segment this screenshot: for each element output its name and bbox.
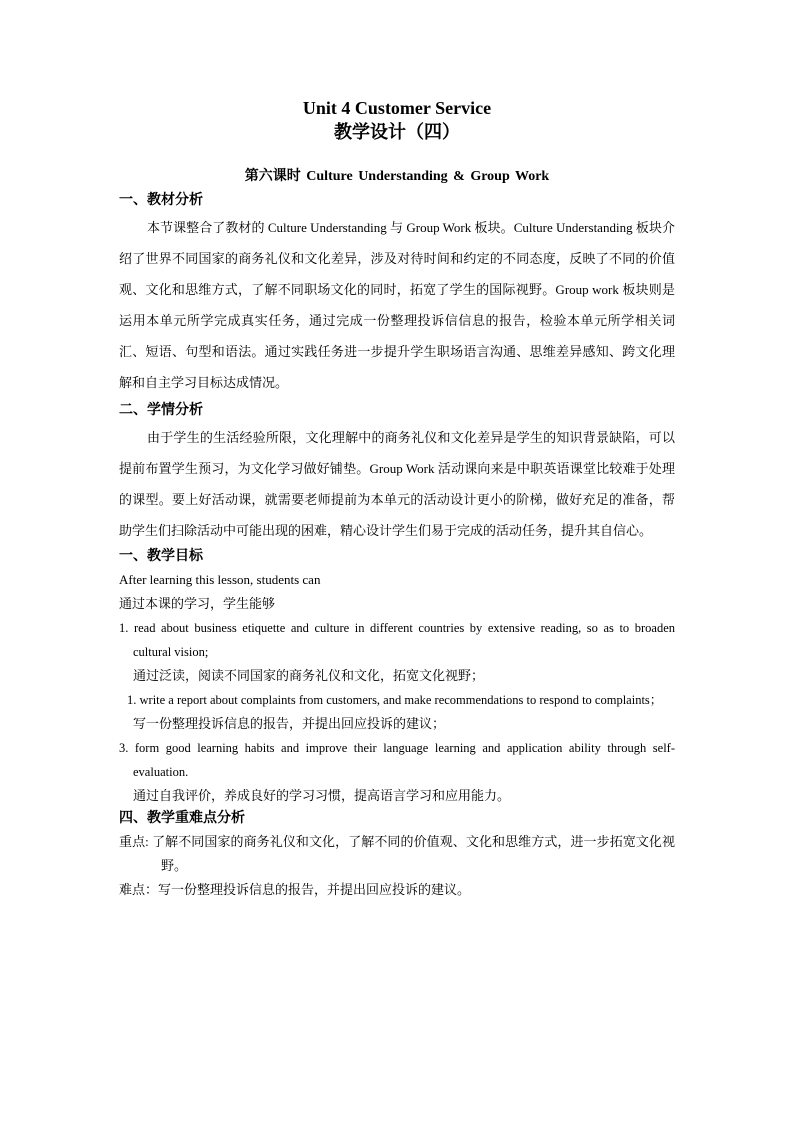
document-page — [119, 96, 675, 902]
goal-item-cn: 通过自我评价，养成良好的学习习惯，提高语言学习和应用能力。 — [133, 788, 511, 803]
goal-item-cn: 写一份整理投诉信息的报告，并提出回应投诉的建议； — [133, 716, 446, 731]
unit-title: Unit 4 Customer Service — [302, 98, 492, 118]
goals-intro-cn: 通过本课的学习，学生能够 — [119, 596, 276, 611]
section-heading-material: 一、教材分析 — [119, 193, 203, 208]
goal-item-en: 1. read about business etiquette and culture in different countries by extensive reading, so as to broaden cultural vision; — [119, 621, 675, 659]
section-heading-keypoints: 四、教学重难点分析 — [119, 811, 245, 826]
goals-intro-en: After learning this lesson, students can — [119, 572, 321, 587]
goal-item-en: 3. form good learning habits and improve their language learning and application ability through self-evaluation. — [119, 741, 675, 779]
material-analysis-text: 本节课整合了教材的 Culture Understanding 与 Group Work 板块。Culture Understanding 板块介绍了世界不同国家的商务礼仪和文化差异，涉及对待时间和约定的不同态度，反映了不同的价值观、文化和思维方式，了解不同职场文化的同时，拓宽了学生的国际视野。Group work 板块则是运用本单元所学完成真实任务，通过完成一份整理投诉信信息的报告，检验本单元所学相关词汇、短语、句型和语法。通过实践任务进一步提升学生职场语言沟通、思维差异感知、跨文化理解和自主学习目标达成情况。 — [119, 220, 675, 390]
section-heading-goals: 一、教学目标 — [119, 549, 203, 564]
key-point-text: 重点: 了解不同国家的商务礼仪和文化，了解不同的价值观、文化和思维方式，进一步拓宽文化视野。 — [119, 834, 675, 873]
student-analysis-text: 由于学生的生活经验所限，文化理解中的商务礼仪和文化差异是学生的知识背景缺陷，可以提前布置学生预习，为文化学习做好铺垫。Group Work 活动课向来是中职英语课堂比较难于处理的课型。要上好活动课，就需要老师提前为本单元的活动设计更小的阶梯，做好充足的准备，帮助学生们扫除活动中可能出现的困难，精心设计学生们易于完成的活动任务，提升其自信心。 — [119, 430, 675, 538]
section-heading-students: 二、学情分析 — [119, 403, 203, 418]
difficult-point-text: 难点：写一份整理投诉信息的报告，并提出回应投诉的建议。 — [119, 882, 471, 897]
goal-item-en: 1. write a report about complaints from customers, and make recommendations to respond to complaints； — [127, 693, 663, 707]
design-title: 教学设计（四） — [334, 122, 460, 142]
lesson-title: 第六课时 Culture Understanding & Group Work — [244, 169, 550, 184]
goal-item-cn: 通过泛读，阅读不同国家的商务礼仪和文化，拓宽文化视野； — [133, 668, 485, 683]
